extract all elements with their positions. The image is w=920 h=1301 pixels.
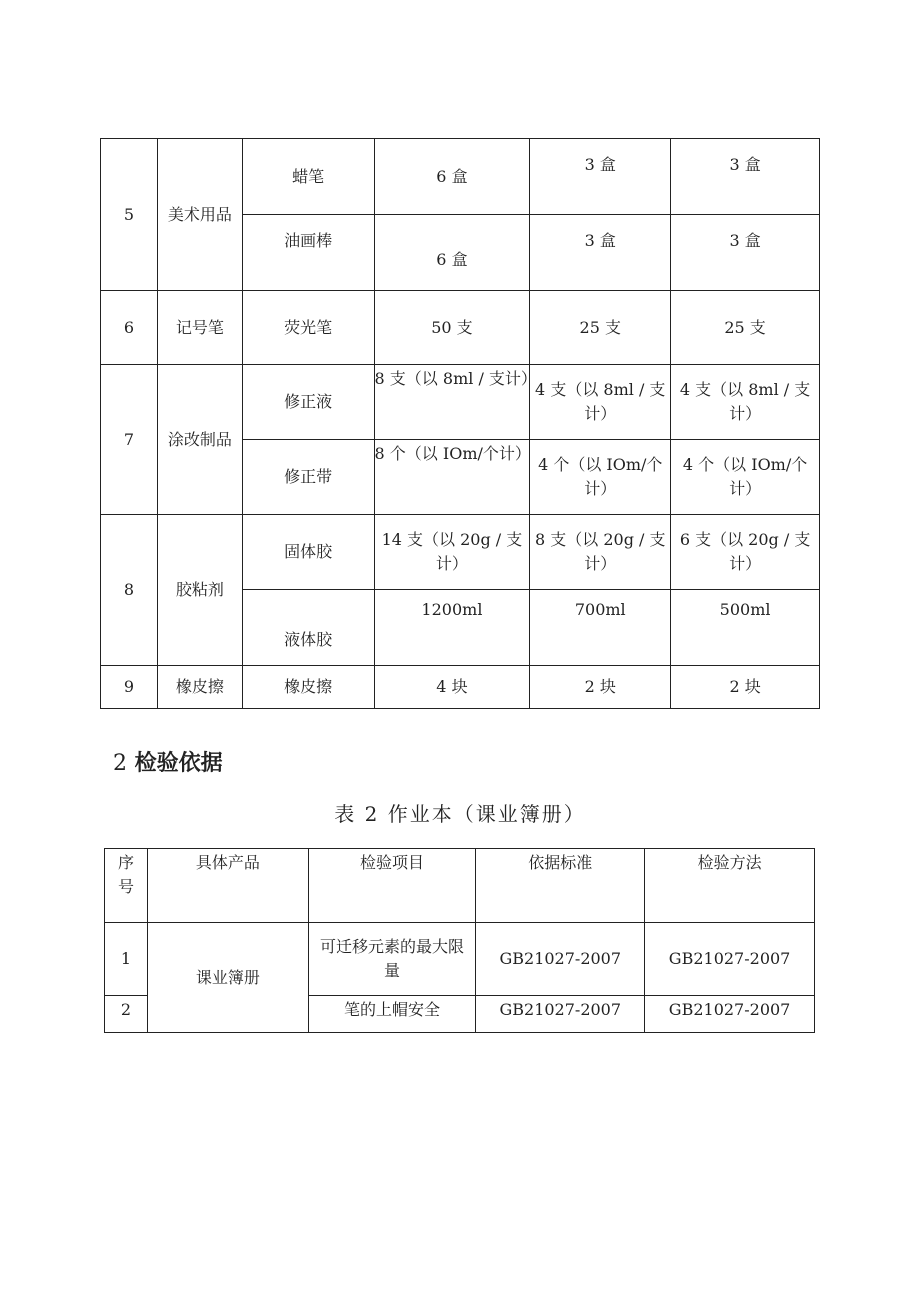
row-number: 8	[101, 515, 158, 666]
header-cell: 序号	[105, 849, 148, 923]
table-row	[101, 365, 820, 440]
qty-cell: 6 支（以 20g / 支计）	[671, 515, 820, 590]
category-cell: 美术用品	[157, 139, 242, 291]
table-row	[101, 291, 820, 365]
section-title: 检验依据	[134, 751, 223, 776]
standard-cell: GB21027-2007	[476, 996, 645, 1033]
qty-cell: 6 盒	[374, 215, 530, 291]
qty-cell: 3 盒	[530, 215, 671, 291]
category-cell: 橡皮擦	[157, 666, 242, 709]
qty-cell: 4 支（以 8ml / 支计）	[530, 365, 671, 440]
item-cell: 修正液	[242, 365, 374, 440]
category-cell: 记号笔	[157, 291, 242, 365]
header-cell: 具体产品	[147, 849, 308, 923]
qty-cell: 2 块	[671, 666, 820, 709]
qty-cell: 25 支	[530, 291, 671, 365]
qty-cell: 8 个（以 IOm/个计）	[374, 440, 530, 515]
inspection-item-cell: 可迁移元素的最大限量	[308, 923, 476, 996]
inspection-basis-table	[104, 848, 815, 1033]
qty-cell: 3 盒	[530, 139, 671, 215]
qty-cell: 4 块	[374, 666, 530, 709]
item-cell: 蜡笔	[242, 139, 374, 215]
row-number: 1	[105, 923, 148, 996]
table-row	[101, 139, 820, 215]
qty-cell: 3 盒	[671, 139, 820, 215]
header-cell: 检验项目	[308, 849, 476, 923]
inspection-item-cell: 笔的上帽安全	[308, 996, 476, 1033]
header-cell: 检验方法	[645, 849, 815, 923]
header-cell: 依据标准	[476, 849, 645, 923]
product-cell: 课业簿册	[147, 923, 308, 1033]
qty-cell: 8 支（以 8ml / 支计）	[374, 365, 530, 440]
table-row	[101, 666, 820, 709]
section-number: 2	[113, 751, 127, 776]
category-cell: 胶粘剂	[157, 515, 242, 666]
qty-cell: 3 盒	[671, 215, 820, 291]
table-header-row	[105, 849, 815, 923]
qty-cell: 14 支（以 20g / 支计）	[374, 515, 530, 590]
item-cell: 修正带	[242, 440, 374, 515]
stationery-quantity-table	[100, 138, 820, 709]
qty-cell: 4 个（以 IOm/个计）	[530, 440, 671, 515]
item-cell: 固体胶	[242, 515, 374, 590]
row-number: 6	[101, 291, 158, 365]
item-cell: 橡皮擦	[242, 666, 374, 709]
method-cell: GB21027-2007	[645, 996, 815, 1033]
qty-cell: 2 块	[530, 666, 671, 709]
table-caption: 表 2 作业本（课业簿册）	[334, 802, 586, 826]
qty-cell: 6 盒	[374, 139, 530, 215]
qty-cell: 50 支	[374, 291, 530, 365]
qty-cell: 8 支（以 20g / 支计）	[530, 515, 671, 590]
standard-cell: GB21027-2007	[476, 923, 645, 996]
item-cell: 液体胶	[242, 590, 374, 666]
qty-cell: 700ml	[530, 590, 671, 666]
qty-cell: 4 个（以 IOm/个计）	[671, 440, 820, 515]
item-cell: 油画棒	[242, 215, 374, 291]
table-row	[105, 923, 815, 996]
qty-cell: 1200ml	[374, 590, 530, 666]
row-number: 7	[101, 365, 158, 515]
row-number: 2	[105, 996, 148, 1033]
item-cell: 荧光笔	[242, 291, 374, 365]
table-row	[101, 515, 820, 590]
qty-cell: 500ml	[671, 590, 820, 666]
qty-cell: 25 支	[671, 291, 820, 365]
row-number: 9	[101, 666, 158, 709]
method-cell: GB21027-2007	[645, 923, 815, 996]
row-number: 5	[101, 139, 158, 291]
category-cell: 涂改制品	[157, 365, 242, 515]
section-heading	[113, 746, 223, 777]
qty-cell: 4 支（以 8ml / 支计）	[671, 365, 820, 440]
